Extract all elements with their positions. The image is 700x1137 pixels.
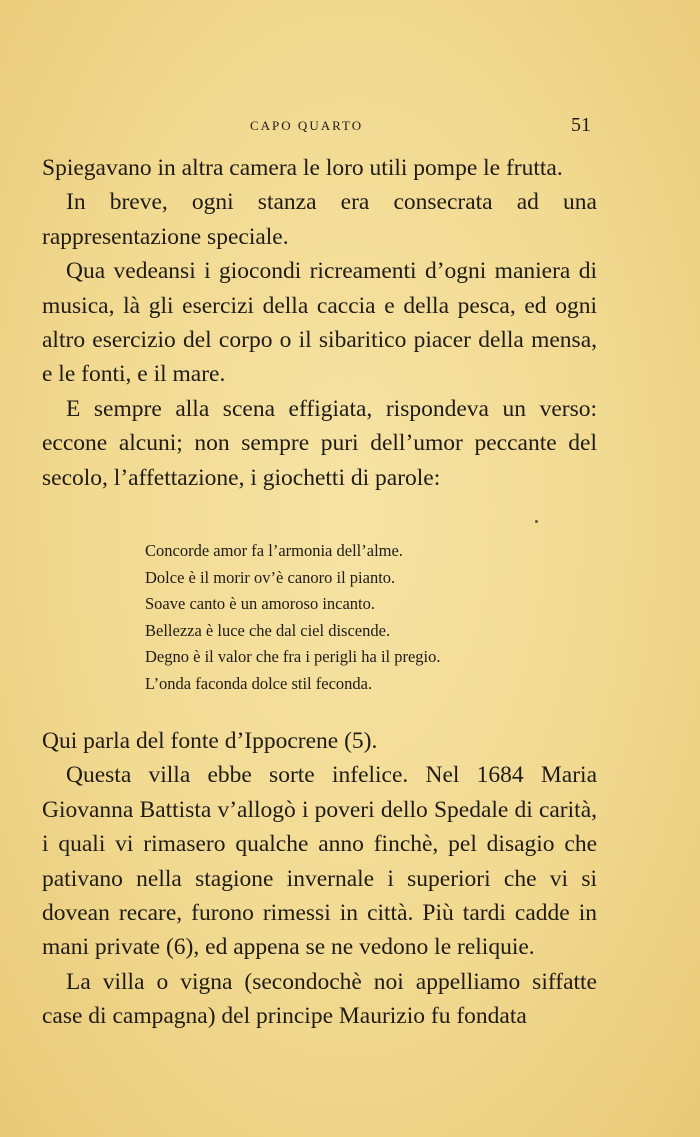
paragraph: Qua vedeansi i giocondi ricreamenti d’ogni maniera di musica, là gli esercizi della caccia e della pesca, ed ogni altro esercizio del corpo o il sibaritico piacer della mensa, e le fonti, e il mare.: [42, 258, 597, 388]
paragraph: Spiegavano in altra camera le loro utili pompe le frutta.: [42, 155, 563, 181]
body-text-top: [42, 151, 597, 495]
paragraph: In breve, ogni stanza era consecrata ad una rappresentazione speciale.: [42, 189, 597, 250]
verse-line: Bellezza è luce che dal ciel discende.: [145, 620, 391, 640]
verse-line: Concorde amor fa l’armonia dell’alme.: [145, 541, 403, 560]
verse-line: L’onda faconda dolce stil feconda.: [145, 673, 373, 693]
paragraph: La villa o vigna (secondochè noi appelliamo siffatte case di campagna) del principe Maurizio fu fondata: [42, 968, 597, 1030]
paragraph: E sempre alla scena effigiata, rispondeva un verso: eccone alcuni; non sempre puri dell’umor peccante del secolo, l’affettazione, i giochetti di parole:: [42, 395, 597, 491]
paragraph: Questa villa ebbe sorte infelice. Nel 1684 Maria Giovanna Battista v’allogò i poveri dello Spedale di carità, i quali vi rimasero qualche anno finchè, pel disagio che pativano nella stagione invernale i superiori che vi si dovean recare, furono rimessi in città. Più tardi cadde in mani private (6), ed appena se ne vedono le reliquie.: [42, 762, 597, 961]
verse-line: Degno è il valor che fra i perigli ha il pregio.: [145, 647, 441, 667]
verse-quotation: [145, 538, 565, 698]
verse-line: Dolce è il morir ov’è canoro il pianto.: [145, 567, 396, 587]
verse-line: Soave canto è un amoroso incanto.: [145, 594, 376, 614]
page-number: 51: [571, 114, 591, 136]
paragraph: Qui parla del fonte d’Ippocrene (5).: [42, 728, 378, 754]
running-head: CAPO QUARTO: [250, 118, 364, 133]
page-header: [0, 114, 700, 144]
body-text-bottom: [42, 724, 597, 1034]
ornament-dot: [535, 520, 538, 523]
